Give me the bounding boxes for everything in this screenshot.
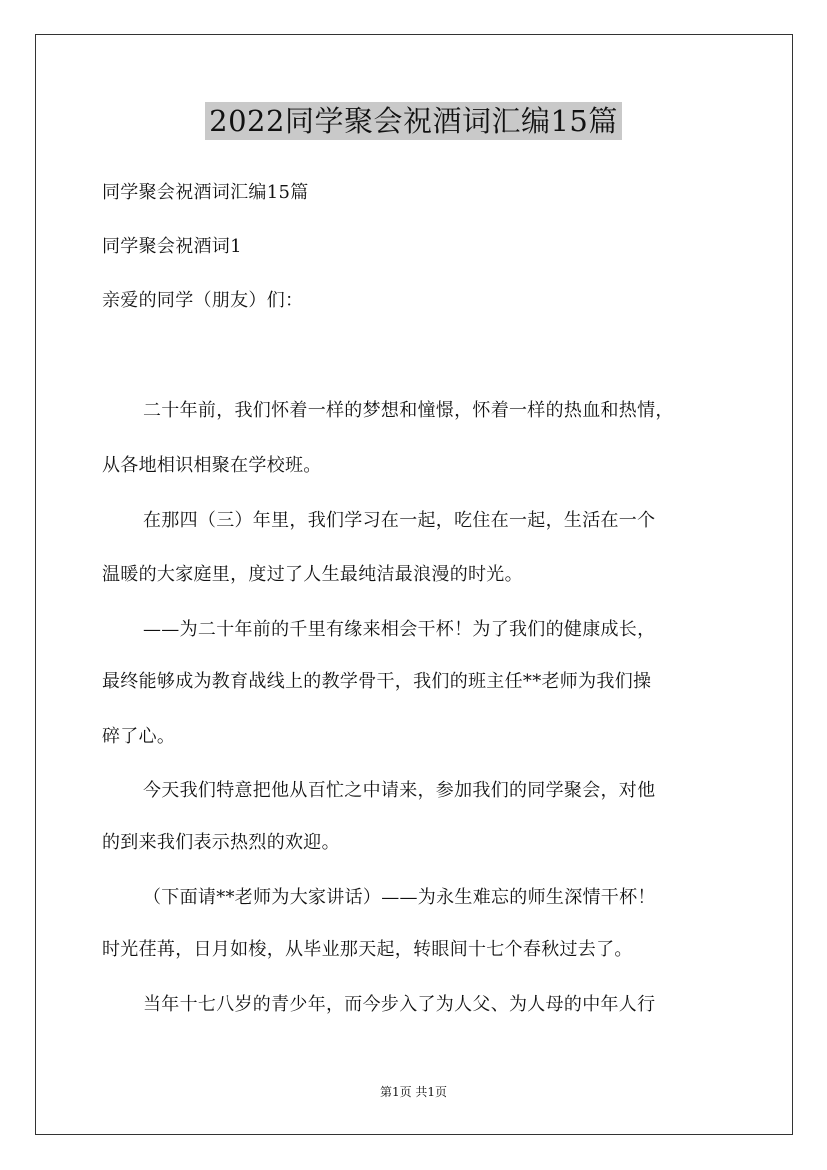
paragraph-line: 时光荏苒，日月如梭，从毕业那天起，转眼间十七个春秋过去了。	[102, 939, 633, 960]
salutation-line: 亲爱的同学（朋友）们：	[102, 290, 304, 311]
paragraph-line: 二十年前，我们怀着一样的梦想和憧憬，怀着一样的热血和热情，	[143, 400, 674, 421]
title-wrap	[0, 102, 827, 140]
paragraph-line: 碎了心。	[102, 726, 176, 747]
document-title: 2022同学聚会祝酒词汇编15篇	[205, 102, 622, 140]
section-heading: 同学聚会祝酒词1	[102, 236, 242, 257]
paragraph-line: （下面请**老师为大家讲话）——为永生难忘的师生深情干杯！	[143, 887, 656, 908]
paragraph-line: 在那四（三）年里，我们学习在一起，吃住在一起，生活在一个	[143, 510, 656, 531]
paragraph-line: 最终能够成为教育战线上的教学骨干，我们的班主任**老师为我们操	[102, 671, 652, 692]
subtitle-line: 同学聚会祝酒词汇编15篇	[102, 182, 309, 203]
paragraph-line: 今天我们特意把他从百忙之中请来，参加我们的同学聚会，对他	[143, 780, 656, 801]
paragraph-line: 温暖的大家庭里，度过了人生最纯洁最浪漫的时光。	[102, 564, 523, 585]
page-footer: 第1页 共1页	[379, 1085, 448, 1099]
paragraph-line: 从各地相识相聚在学校班。	[102, 455, 322, 476]
paragraph-line: 的到来我们表示热烈的欢迎。	[102, 832, 340, 853]
paragraph-line: 当年十七八岁的青少年，而今步入了为人父、为人母的中年人行	[143, 994, 656, 1015]
paragraph-line: ——为二十年前的千里有缘来相会干杯！为了我们的健康成长，	[143, 619, 656, 640]
